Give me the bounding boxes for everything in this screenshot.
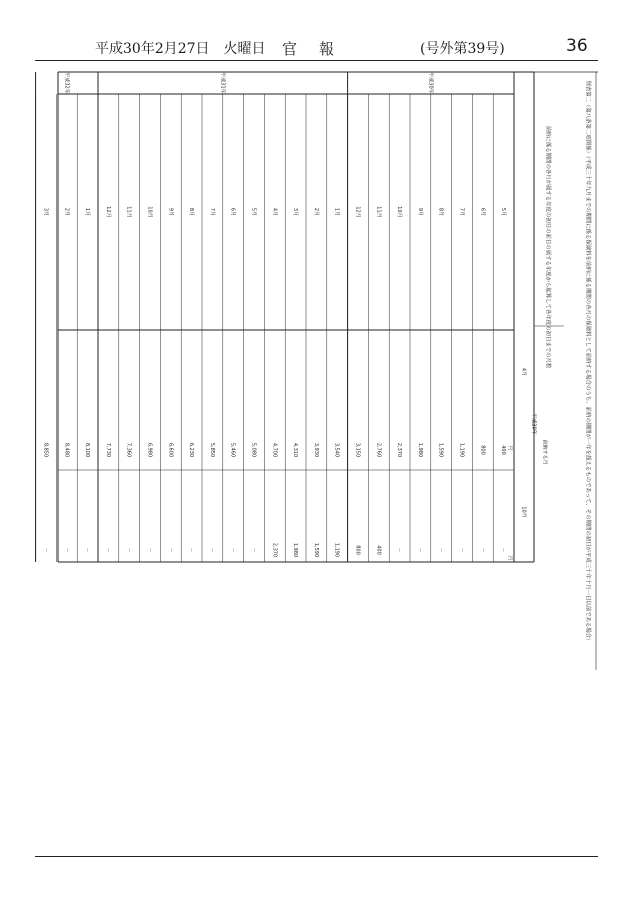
row-month: 7月 — [458, 207, 465, 217]
row-month: 8月 — [188, 207, 195, 217]
row-october-value: 400 — [375, 545, 382, 555]
row-april-value: 2,760 — [375, 442, 382, 458]
row-april-value: 7,360 — [125, 442, 132, 458]
row-october-value: － — [104, 547, 111, 553]
row-october-value: － — [458, 547, 465, 553]
page-number: 36 — [566, 36, 588, 56]
row-april-value: 4,310 — [292, 442, 299, 458]
row-october-value: － — [500, 547, 507, 553]
row-april-value: 1,190 — [458, 442, 465, 458]
row-month: 5月 — [250, 207, 257, 217]
row-october-value: － — [229, 547, 236, 553]
row-october-value: － — [125, 547, 132, 553]
row-month: 9月 — [416, 207, 423, 217]
row-april-value: 6,980 — [146, 442, 153, 458]
row-october-value: 1,980 — [292, 542, 299, 558]
row-april-value: 5,850 — [208, 442, 215, 458]
row-month: 2月 — [63, 207, 70, 217]
unit-october: 円 — [506, 555, 513, 561]
row-month: 6月 — [229, 207, 236, 217]
row-april-value: 1,590 — [437, 442, 444, 458]
row-october-value: 800 — [354, 545, 361, 555]
row-month: 12月 — [104, 206, 111, 218]
row-april-value: 8,480 — [63, 442, 70, 458]
row-april-value: 8,100 — [84, 442, 91, 458]
table-svg — [42, 72, 598, 670]
col-header-year: 平成30年 — [530, 413, 537, 435]
row-april-value: 6,600 — [167, 442, 174, 458]
row-october-value: 1,590 — [312, 542, 319, 558]
row-april-value: 8,850 — [42, 442, 49, 458]
row-october-value: － — [479, 547, 486, 553]
row-april-value: 5,080 — [250, 442, 257, 458]
row-april-value: 4,700 — [271, 442, 278, 458]
row-month: 11月 — [375, 206, 382, 218]
row-october-value: － — [167, 547, 174, 553]
group-label: 平成31年 — [219, 72, 226, 94]
row-october-value: － — [188, 547, 195, 553]
row-month: 6月 — [479, 207, 486, 217]
row-month: 1月 — [333, 207, 340, 217]
row-month: 1月 — [84, 207, 91, 217]
header-issue: (号外第39号) — [420, 41, 505, 57]
caption-sub: 前納に係る期間の各月が属する年度の初日の前日の属する年度から起算して各年度の初日までの月数 — [544, 125, 551, 369]
row-april-value: 400 — [500, 445, 507, 455]
row-october-value: － — [84, 547, 91, 553]
header-date: 平成30年2月27日 火曜日 — [95, 41, 266, 57]
col-header-main: 前納する月 — [541, 439, 548, 465]
row-april-value: 2,370 — [396, 442, 403, 458]
row-month: 8月 — [437, 207, 444, 217]
footer-rule — [35, 856, 598, 857]
row-april-value: 7,730 — [104, 442, 111, 458]
row-october-value: － — [416, 547, 423, 553]
row-october-value: － — [146, 547, 153, 553]
row-october-value: 2,370 — [271, 542, 278, 558]
header-title: 官報 — [282, 40, 357, 58]
row-october-value: 1,190 — [333, 542, 340, 558]
col-october-label: 10月 — [520, 506, 527, 518]
rotated-table — [42, 72, 598, 670]
row-october-value: － — [396, 547, 403, 553]
col-april-label: 4月 — [520, 367, 527, 377]
header-rule — [35, 60, 598, 61]
row-month: 2月 — [312, 207, 319, 217]
row-october-value: － — [208, 547, 215, 553]
group-label: 平成30年 — [427, 72, 434, 94]
row-april-value: 3,150 — [354, 442, 361, 458]
caption-main: 別表第二（第八条第二項関係）（平成三十年九月までの期間に係る保険料を前納に係る期間の各月の保険料として前納する場合のうち、前納の期間が一年を超えるものであって、その期間の初日が平成三十年十月一日以前である場合） — [584, 80, 591, 644]
row-month: 5月 — [500, 207, 507, 217]
row-october-value: － — [42, 547, 49, 553]
row-month: 10月 — [146, 206, 153, 218]
row-april-value: 1,980 — [416, 442, 423, 458]
row-month: 9月 — [167, 207, 174, 217]
row-april-value: 5,460 — [229, 442, 236, 458]
row-april-value: 3,930 — [312, 442, 319, 458]
row-april-value: 6,230 — [188, 442, 195, 458]
row-october-value: － — [63, 547, 70, 553]
row-october-value: － — [437, 547, 444, 553]
row-month: 10月 — [396, 206, 403, 218]
row-month: 3月 — [292, 207, 299, 217]
row-april-value: 800 — [479, 445, 486, 455]
row-month: 4月 — [271, 207, 278, 217]
row-april-value: 3,540 — [333, 442, 340, 458]
unit-april: 円 — [506, 445, 513, 451]
row-month: 7月 — [208, 207, 215, 217]
row-month: 11月 — [125, 206, 132, 218]
group-label: 平成32年 — [63, 72, 70, 94]
row-october-value: － — [250, 547, 257, 553]
row-month: 3月 — [42, 207, 49, 217]
row-month: 12月 — [354, 206, 361, 218]
